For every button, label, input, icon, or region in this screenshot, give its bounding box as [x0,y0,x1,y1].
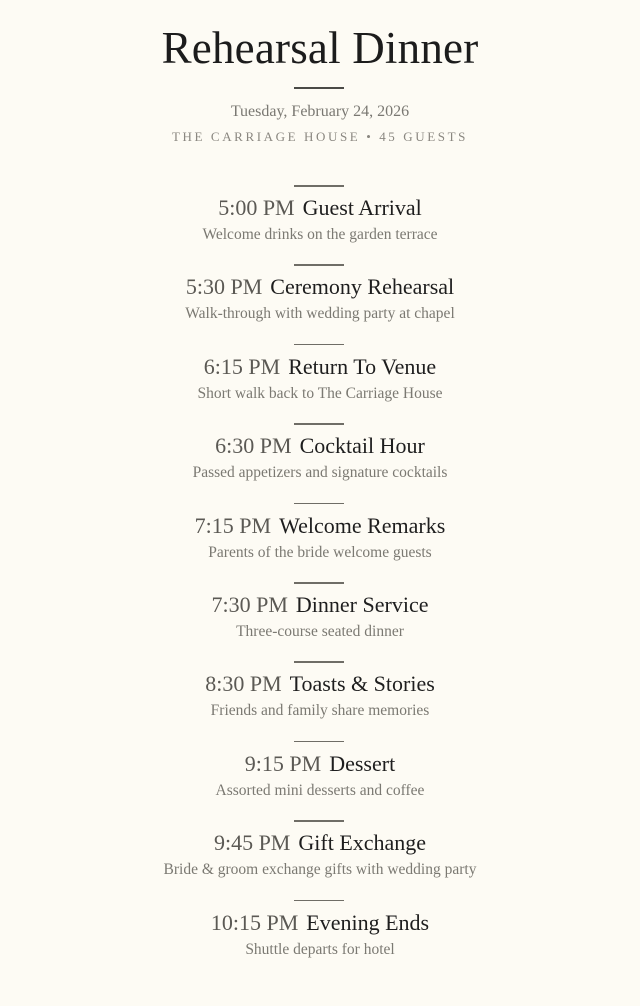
item-divider [294,900,344,902]
item-name: Return To Venue [288,353,437,379]
schedule-list [0,185,640,979]
schedule-item [0,900,640,979]
item-name: Gift Exchange [298,830,427,856]
item-description: Walk-through with wedding party at chapel [185,305,455,323]
item-description: Three-course seated dinner [236,622,404,640]
item-time: 6:30 PM [215,433,292,459]
item-time: 9:15 PM [244,750,322,776]
item-divider [294,264,344,266]
item-headline [0,909,640,937]
item-name: Toasts & Stories [289,671,435,697]
item-name: Dinner Service [295,591,429,617]
item-description: Parents of the bride welcome guests [208,543,432,561]
item-divider [294,344,344,346]
item-time: 8:30 PM [205,671,282,697]
schedule-item [0,661,640,740]
item-headline [0,353,640,381]
schedule-item [0,741,640,820]
item-time: 5:00 PM [218,195,295,220]
item-description: Shuttle departs for hotel [245,940,395,958]
item-divider [294,820,344,822]
schedule-item [0,344,640,423]
item-divider [294,661,344,663]
page-title: Rehearsal Dinner [161,23,479,73]
item-description: Welcome drinks on the garden terrace [202,226,438,243]
schedule-item [0,503,640,582]
item-headline [0,512,640,540]
item-headline [0,194,640,222]
item-name: Guest Arrival [302,195,422,220]
item-name: Ceremony Rehearsal [270,274,455,300]
schedule-item [0,820,640,899]
item-description: Short walk back to The Carriage House [197,384,443,402]
schedule-item [0,264,640,343]
item-headline [0,273,640,301]
item-time: 6:15 PM [203,353,281,379]
schedule-item [0,185,640,264]
item-time: 5:30 PM [185,274,263,300]
item-name: Evening Ends [306,909,430,935]
item-headline [0,591,640,619]
item-description: Assorted mini desserts and coffee [215,781,425,799]
item-time: 7:30 PM [211,591,288,617]
schedule-item [0,582,640,661]
venue-and-guest-count: THE CARRIAGE HOUSE • 45 GUESTS [172,129,468,144]
item-time: 7:15 PM [194,512,272,538]
item-description: Friends and family share memories [210,702,430,720]
item-description: Passed appetizers and signature cocktails [192,464,448,482]
item-divider [294,741,344,743]
item-divider [294,185,344,187]
item-headline [0,750,640,778]
item-divider [294,423,344,425]
item-headline [0,432,640,460]
item-time: 9:45 PM [213,830,291,856]
event-date: Tuesday, February 24, 2026 [230,103,410,120]
item-divider [294,582,344,584]
item-divider [294,503,344,505]
item-name: Dessert [329,750,396,776]
schedule-item [0,423,640,502]
item-time: 10:15 PM [210,909,299,935]
header-divider [294,87,344,89]
item-headline [0,829,640,857]
item-headline [0,670,640,698]
item-name: Welcome Remarks [279,512,446,538]
item-description: Bride & groom exchange gifts with wedding party [163,861,477,879]
item-name: Cocktail Hour [299,433,425,459]
